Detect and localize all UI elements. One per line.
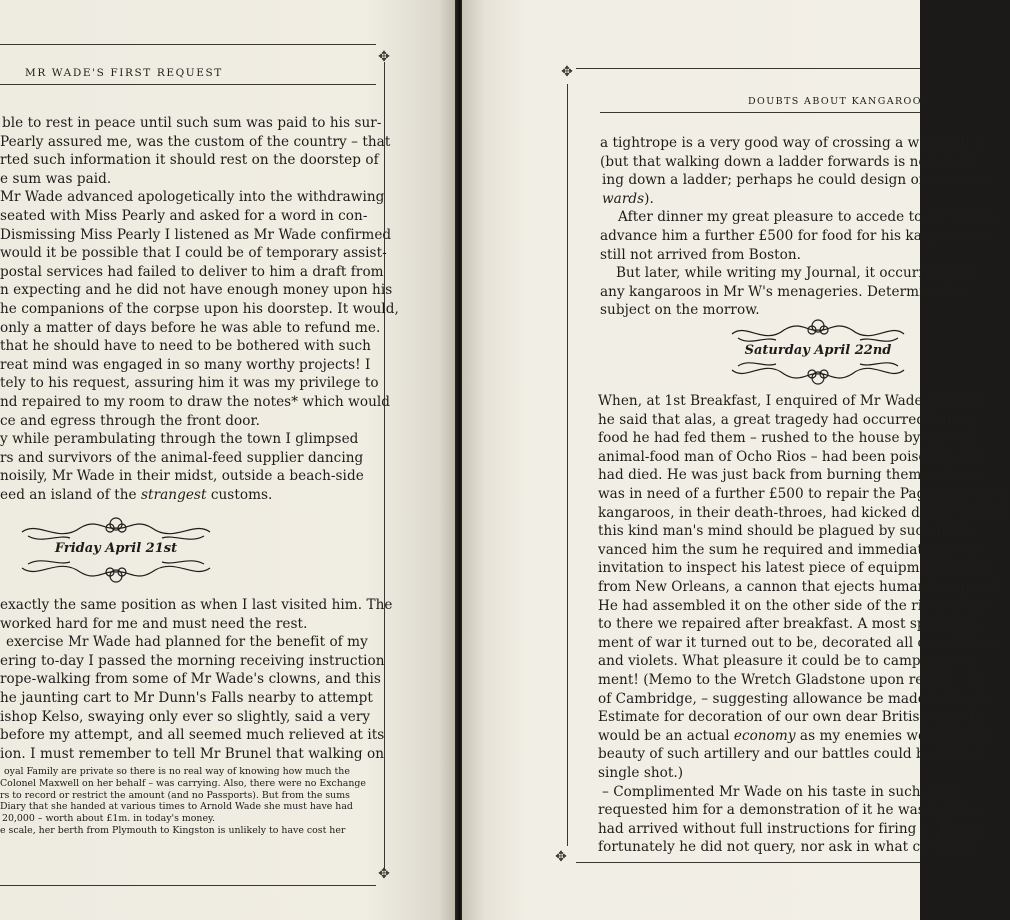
text-line: he said that alas, a great tragedy had occurred during	[598, 411, 976, 428]
text-span: eed an island of the	[0, 487, 142, 503]
footnote-line: rs to record or restrict the amount (and no Passports). But from the sums	[0, 789, 350, 801]
text-line: kangaroos, in their death-throes, had kicked down. Seeing	[598, 504, 1005, 521]
text-line: Estimate for decoration of our own dear British guns li	[598, 709, 980, 726]
text-line: any kangaroos in Mr W's menageries. Determined to	[600, 283, 968, 300]
text-line: postal services had failed to deliver to him a draft from	[0, 263, 384, 280]
entry-date-heading: Saturday April 22nd	[744, 343, 892, 358]
right-page	[462, 0, 1010, 920]
text-line: still not arrived from Boston.	[600, 246, 802, 263]
left-page	[0, 0, 458, 920]
text-line: animal-food man of Ocho Rios – had been poisoned and	[598, 448, 983, 465]
text-line	[602, 190, 654, 208]
text-line: food he had fed them – rushed to the house by the sur	[598, 430, 974, 447]
text-line: requested him for a demonstration of it he was relucta	[598, 802, 979, 819]
text-line: before my attempt, and all seemed much relieved at its	[0, 727, 385, 744]
footnote-line: e scale, her berth from Plymouth to Kingston is unlikely to have cost her	[0, 825, 346, 836]
text-line: of Cambridge, – suggesting allowance be made in the fo	[598, 690, 988, 707]
text-line: rs and survivors of the animal-feed supplier dancing	[0, 449, 364, 466]
footnote-line: Diary that she handed at various times to Arnold Wade she must have had	[0, 801, 353, 813]
text-span: would be an actual	[598, 727, 734, 744]
text-line: tely to his request, assuring him it was my privilege to	[0, 375, 379, 392]
right-side-rule	[567, 84, 568, 846]
text-line: – Complimented Mr Wade on his taste in such a pur	[602, 783, 962, 800]
text-line: to there we repaired after breakfast. A most splendidly	[598, 616, 981, 633]
text-line: n expecting and he did not have enough money upon his	[0, 282, 393, 299]
text-line: When, at 1st Breakfast, I enquired of Mr Wade concern	[598, 393, 983, 409]
left-top-rule	[0, 44, 376, 45]
text-line: After dinner my great pleasure to accede to Mr W's re	[618, 209, 996, 226]
text-line: seated with Miss Pearly and asked for a word in con-	[0, 208, 368, 224]
footnote-line: oyal Family are private so there is no real way of knowing how much the	[4, 766, 350, 777]
text-line: ering to-day I passed the morning receiving instruction	[0, 652, 385, 669]
right-top-rule	[576, 68, 920, 69]
text-line: advance him a further £500 for food for his kangaroos a	[600, 228, 991, 244]
text-line: reat mind was engaged in so many worthy projects! I	[0, 356, 371, 373]
text-line: rted such information it should rest on the doorstep of	[0, 152, 379, 169]
text-line: beauty of such artillery and our battles could be won w	[598, 746, 983, 763]
corner-flourish-icon: ✥	[561, 64, 573, 80]
left-head-rule	[0, 84, 376, 85]
footnote-line: Colonel Maxwell on her behalf – was carrying. Also, there were no Exchange	[0, 777, 366, 789]
text-line: Dismissing Miss Pearly I listened as Mr Wade confirmed	[0, 226, 392, 243]
text-line: ion. I must remember to tell Mr Brunel that walking on	[0, 745, 385, 762]
corner-flourish-icon: ✥	[555, 849, 567, 865]
running-head: MR WADE'S FIRST REQUEST	[25, 67, 223, 79]
text-line: from New Orleans, a cannon that ejects human beings int	[598, 579, 1000, 595]
text-line: ce and egress through the front door.	[0, 412, 260, 429]
text-line: (but that walking down a ladder forwards is not a very	[600, 153, 980, 170]
text-line: this kind man's mind should be plagued by such trivia	[598, 523, 974, 540]
text-span: customs.	[206, 487, 273, 503]
text-line	[0, 486, 272, 504]
text-line: subject on the morrow.	[600, 302, 760, 319]
text-line: single shot.)	[598, 765, 684, 781]
text-line: rope-walking from some of Mr Wade's clowns, and this	[0, 671, 381, 688]
text-line: vanced him the sum he required and immediately rece	[598, 541, 978, 558]
text-line: a tightrope is a very good way of crossing a waterfall w	[600, 135, 986, 151]
text-line	[598, 727, 991, 745]
text-line: he companions of the corpse upon his doorstep. It would,	[0, 301, 399, 317]
text-line: But later, while writing my Journal, it occurred to m	[616, 265, 978, 282]
text-line: Pearly assured me, was the custom of the country – that	[0, 133, 391, 150]
running-head: DOUBTS ABOUT KANGAROOS	[748, 96, 930, 107]
text-line: exercise Mr Wade had planned for the benefit of my	[6, 634, 368, 651]
entry-date-heading: Friday April 21st	[54, 541, 178, 556]
text-line: and violets. What pleasure it could be to campaign wit	[598, 653, 977, 670]
corner-flourish-icon: ✥	[378, 866, 390, 882]
text-line: ing down a ladder; perhaps he could design one that yo	[602, 172, 989, 189]
left-side-rule	[384, 62, 385, 870]
entry-ornament	[18, 510, 214, 590]
text-line: he jaunting cart to Mr Dunn's Falls nearby to attempt	[0, 690, 373, 706]
text-line: ishop Kelso, swaying only ever so slightly, said a very	[0, 708, 371, 725]
text-line: would it be possible that I could be of temporary assist-	[0, 245, 387, 262]
text-line: ment of war it turned out to be, decorated all over with a	[598, 634, 996, 651]
text-line: exactly the same position as when I last visited him. The	[0, 597, 393, 613]
text-line: had arrived without full instructions for firing it. Explai	[598, 820, 983, 837]
entry-ornament	[728, 312, 908, 392]
text-line: He had assembled it on the other side of the river to the	[598, 597, 990, 614]
left-bottom-rule	[0, 885, 376, 886]
text-line: Mr Wade advanced apologetically into the withdrawing	[0, 189, 385, 206]
italic-word: strangest	[141, 487, 207, 503]
text-line: fortunately he did not query, nor ask in what circumst	[598, 839, 974, 856]
text-line: worked hard for me and must need the rest.	[0, 615, 308, 632]
text-line: was in need of a further £500 to repair the Pagoda in the C	[598, 486, 1010, 502]
italic-word: economy	[733, 727, 796, 744]
text-span: ).	[644, 190, 654, 207]
corner-flourish-icon: ✥	[378, 49, 390, 65]
text-span: as my enemies would be qu	[795, 727, 992, 744]
text-line: nd repaired to my room to draw the notes* which would	[0, 394, 391, 410]
text-line: invitation to inspect his latest piece of equipment just ar	[598, 560, 991, 577]
italic-word: wards	[602, 190, 645, 207]
text-line: had died. He was just back from burning them and now	[598, 467, 985, 484]
right-bottom-rule	[576, 862, 920, 863]
text-line: e sum was paid.	[0, 170, 112, 187]
text-line: that he should have to need to be bothered with such	[0, 338, 371, 355]
text-line: only a matter of days before he was able to refund me.	[0, 319, 381, 336]
footnote-line: 20,000 – worth about £1m. in today's money.	[2, 813, 216, 825]
text-line: noisily, Mr Wade in their midst, outside a beach-side	[0, 468, 364, 485]
text-line: ment! (Memo to the Wretch Gladstone upon return – or	[598, 672, 984, 688]
text-line: ble to rest in peace until such sum was paid to his sur-	[2, 115, 382, 131]
text-line: y while perambulating through the town I glimpsed	[0, 431, 359, 448]
right-head-rule	[600, 112, 920, 113]
